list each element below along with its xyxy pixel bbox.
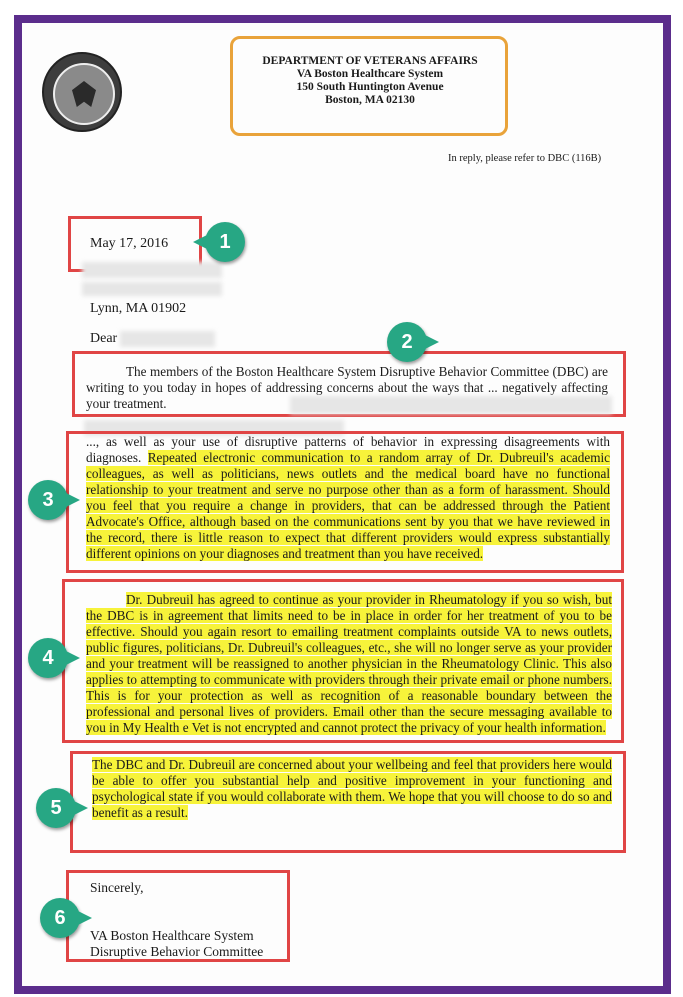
callout-badge-1: 1 (205, 222, 245, 262)
address-city: Lynn, MA 01902 (90, 301, 187, 316)
reply-reference: In reply, please refer to DBC (116B) (448, 153, 602, 164)
letterhead-line3: 150 South Huntington Avenue (296, 81, 444, 93)
paragraph-2-start: ..., as well as your use of disruptive patterns of behavior in expressing disagreements with diagnoses. (86, 434, 610, 465)
redacted-street (82, 282, 222, 296)
paragraph-1-text: The members of the Boston Healthcare System Disruptive Behavior Committee (DBC) are writing to you today in hopes of addressing concerns about the ways that ... negatively affecting your treatment. (86, 364, 608, 411)
redacted-para1 (290, 396, 612, 414)
paragraph-4 (92, 757, 612, 821)
letterhead (250, 55, 490, 107)
letterhead-line1: DEPARTMENT OF VETERANS AFFAIRS (262, 55, 478, 67)
callout-badge-5: 5 (36, 788, 76, 828)
paragraph-2 (86, 434, 610, 568)
signature-line-2: Disruptive Behavior Committee (90, 944, 264, 959)
letterhead-line4: Boston, MA 02130 (325, 94, 415, 106)
paragraph-3 (86, 592, 612, 738)
signature-line-1: VA Boston Healthcare System (90, 928, 254, 943)
redacted-recipient (120, 331, 215, 347)
paragraph-3-text: Dr. Dubreuil has agreed to continue as your provider in Rheumatology if you so wish, but the DBC is in agreement that limits need to be in place in order for her treatment of you to be effective. Should you again resort to emailing treatment complaints outside VA to news outlets, public figures, politicians, Dr. Dubreuil's colleagues, etc., she will no longer serve as your provider and your treatment will be reassigned to another physician in the Rheumatology Clinic. This also applies to attempting to communicate with providers through their private email or phone numbers. This is for your protection as well as recognition of a reasonable boundary between the professional and personal lives of providers. Email other than the secure messaging available to you in My Health e Vet is not encrypted and cannot protect the privacy of your health information. (86, 592, 612, 735)
closing: Sincerely, (90, 880, 144, 895)
salutation: Dear (90, 331, 118, 346)
callout-badge-3: 3 (28, 480, 68, 520)
callout-badge-2: 2 (387, 322, 427, 362)
va-seal-logo (42, 52, 122, 132)
callout-badge-6: 6 (40, 898, 80, 938)
paragraph-2-highlight: Repeated electronic communication to a random array of Dr. Dubreuil's academic colleagues, as well as politicians, news outlets and the medical board have no functional relationship to your treatment and serve no purpose other than as a form of harassment. Should you feel that you require a change in providers, that can be addressed through the Patient Advocate's Office, although based on the communications sent by you that we have reviewed in the record, there is little reason to expect that different providers would express substantially different opinions on your diagnoses and treatment than you have received. (86, 450, 610, 561)
letterhead-line2: VA Boston Healthcare System (296, 68, 444, 80)
paragraph-4-text: The DBC and Dr. Dubreuil are concerned about your wellbeing and feel that providers here would be able to offer you substantial help and positive improvement in your functioning and psychological state if you would collaborate with them. We hope that you will choose to do so and benefit as a result. (92, 757, 612, 820)
letter-date: May 17, 2016 (90, 236, 169, 251)
callout-badge-4: 4 (28, 638, 68, 678)
redacted-name (82, 262, 222, 278)
